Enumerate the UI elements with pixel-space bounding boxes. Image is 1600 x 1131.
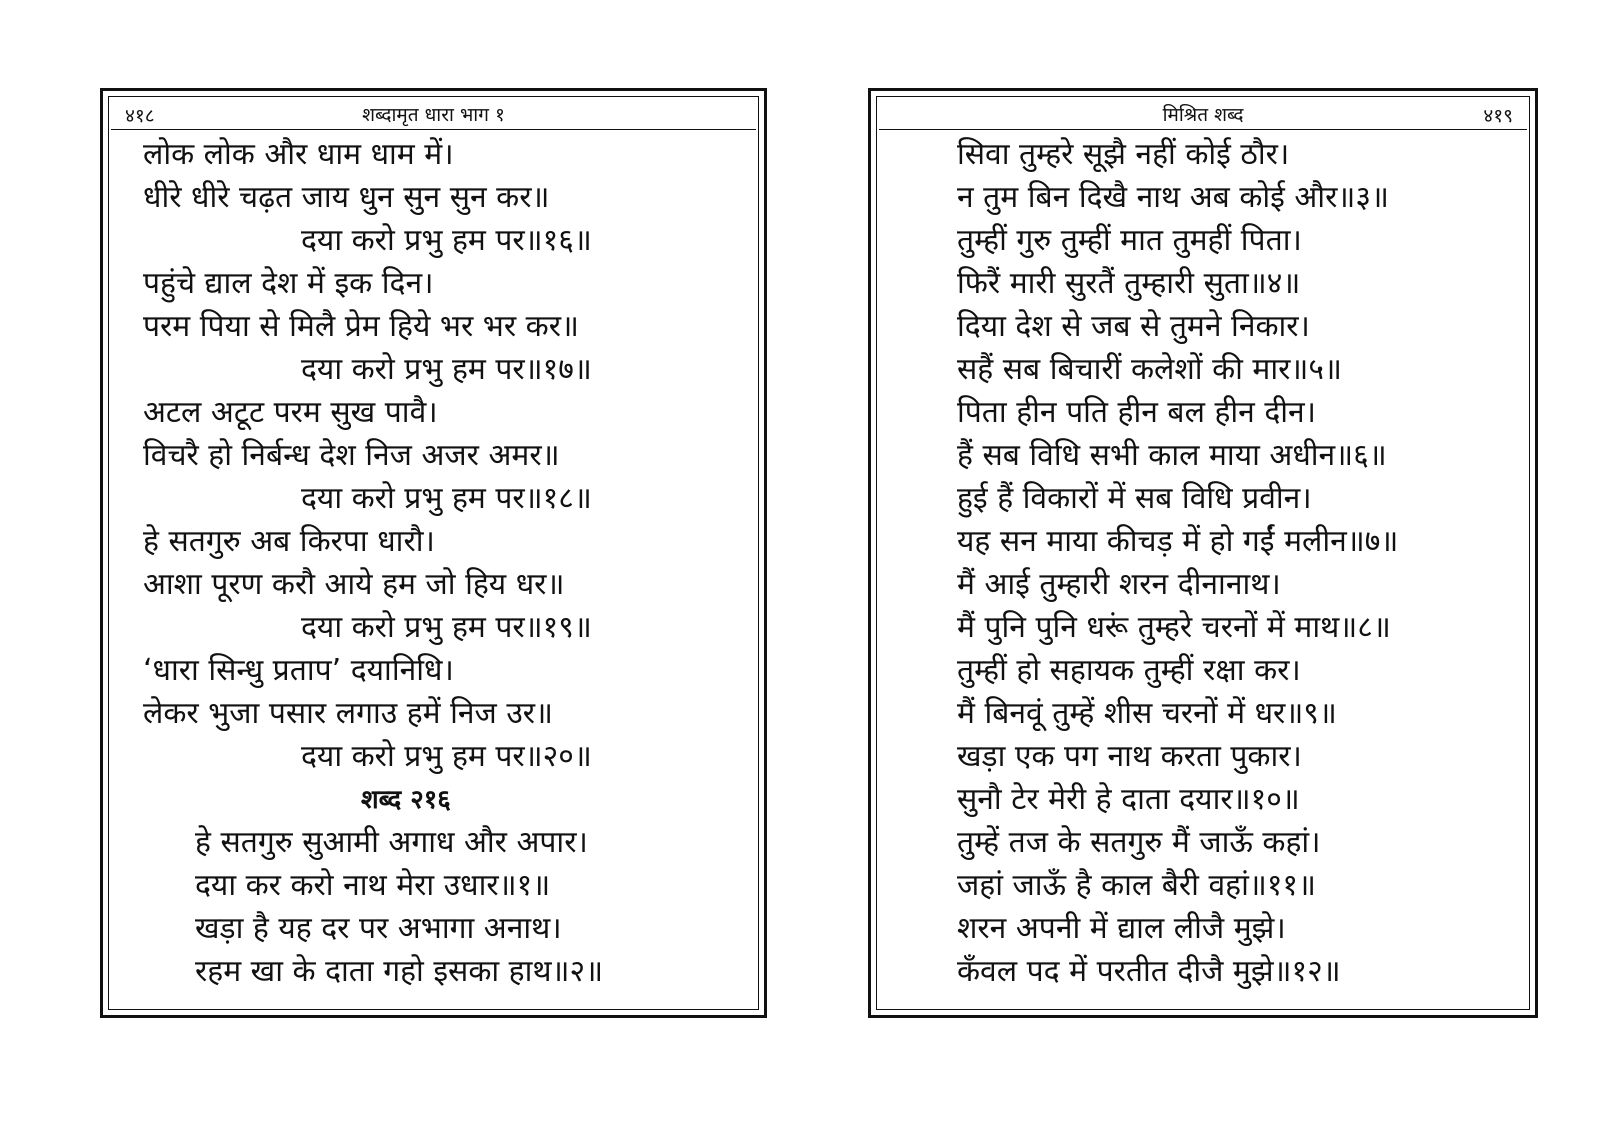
right-verse-line: कँवल पद में परतीत दीजै मुझे॥१२॥ [957,954,1341,989]
left-verse-line: लेकर भुजा पसार लगाउ हमें निज उर॥ [143,696,554,731]
right-verse-line: सिवा तुम्हरे सूझै नहीं कोई ठौर। [957,137,1290,172]
left-verse-line: हे सतगुरु सुआमी अगाध और अपार। [195,825,588,860]
left-verse-line: रहम खा के दाता गहो इसका हाथ॥२॥ [195,954,604,989]
right-verse-line: यह सन माया कीचड़ में हो गईं मलीन॥७॥ [957,524,1399,559]
right-verse-line: फिरैं मारी सुरतैं तुम्हारी सुता॥४॥ [957,266,1301,301]
left-verse-line: अटल अटूट परम सुख पावै। [143,395,438,430]
left-verse-line: लोक लोक और धाम धाम में। [143,137,454,172]
right-page-header [879,99,1527,130]
right-verse-line: हैं सब विधि सभी काल माया अधीन॥६॥ [957,438,1387,473]
left-page [100,88,767,1018]
left-verse-line: दया करो प्रभु हम पर॥१६॥ [301,223,592,258]
right-verse-line: दिया देश से जब से तुमने निकार। [957,309,1310,344]
right-page [868,88,1538,1018]
right-verse-line: जहां जाऊँ है काल बैरी वहां॥११॥ [957,868,1316,903]
right-running-title: मिश्रित शब्द [1162,104,1244,126]
left-verse-line: दया करो प्रभु हम पर॥१९॥ [301,610,592,645]
left-verse-line: हे सतगुरु अब किरपा धारौ। [143,524,435,559]
right-verse-line: तुम्हीं गुरु तुम्हीं मात तुमहीं पिता। [957,223,1302,258]
left-verse-line: धीरे धीरे चढ़त जाय धुन सुन सुन कर॥ [143,180,550,215]
right-page-number: ४१९ [1483,105,1513,127]
right-verse-line: सुनौ टेर मेरी हे दाता दयार॥१०॥ [957,782,1300,817]
right-verse-line: शरन अपनी में द्याल लीजै मुझे। [957,911,1286,946]
left-verse-line: दया कर करो नाथ मेरा उधार॥१॥ [195,868,551,903]
left-verse-line: ‘धारा सिन्धु प्रताप’ दयानिधि। [143,653,454,688]
left-verse-line: आशा पूरण करौ आये हम जो हिय धर॥ [143,567,565,602]
left-page-number: ४१८ [125,105,155,127]
right-verse-line: हुई हैं विकारों में सब विधि प्रवीन। [957,481,1312,516]
right-verse-line: खड़ा एक पग नाथ करता पुकार। [957,739,1302,774]
left-verse-line: दया करो प्रभु हम पर॥१७॥ [301,352,592,387]
right-verse-line: मैं आई तुम्हारी शरन दीनानाथ। [957,567,1281,602]
right-verse-line: मैं पुनि पुनि धरूं तुम्हरे चरनों में माथ॥८॥ [957,610,1391,645]
right-verse-line: तुम्हीं हो सहायक तुम्हीं रक्षा कर। [957,653,1301,688]
left-running-title: शब्दामृत धारा भाग १ [362,104,505,126]
right-verse-line: तुम्हें तज के सतगुरु मैं जाऊँ कहां। [957,825,1321,860]
left-verse-line: दया करो प्रभु हम पर॥१८॥ [301,481,592,516]
right-verse-line: सहैं सब बिचारीं कलेशों की मार॥५॥ [957,352,1342,387]
left-verse-line: दया करो प्रभु हम पर॥२०॥ [301,739,592,774]
left-verse-line: खड़ा है यह दर पर अभागा अनाथ। [195,911,562,946]
right-verse-line: पिता हीन पति हीन बल हीन दीन। [957,395,1317,430]
right-verse-line: मैं बिनवूं तुम्हें शीस चरनों में धर॥९॥ [957,696,1337,731]
right-verse-line: न तुम बिन दिखै नाथ अब कोई और॥३॥ [957,180,1389,215]
left-verse-line: विचरै हो निर्बन्ध देश निज अजर अमर॥ [143,438,560,473]
left-page-header [111,99,756,130]
left-verse-line: पहुंचे द्याल देश में इक दिन। [143,266,434,301]
left-verse-line: परम पिया से मिलै प्रेम हिये भर भर कर॥ [143,309,579,344]
left-verse-line: शब्द २१६ [361,785,451,815]
